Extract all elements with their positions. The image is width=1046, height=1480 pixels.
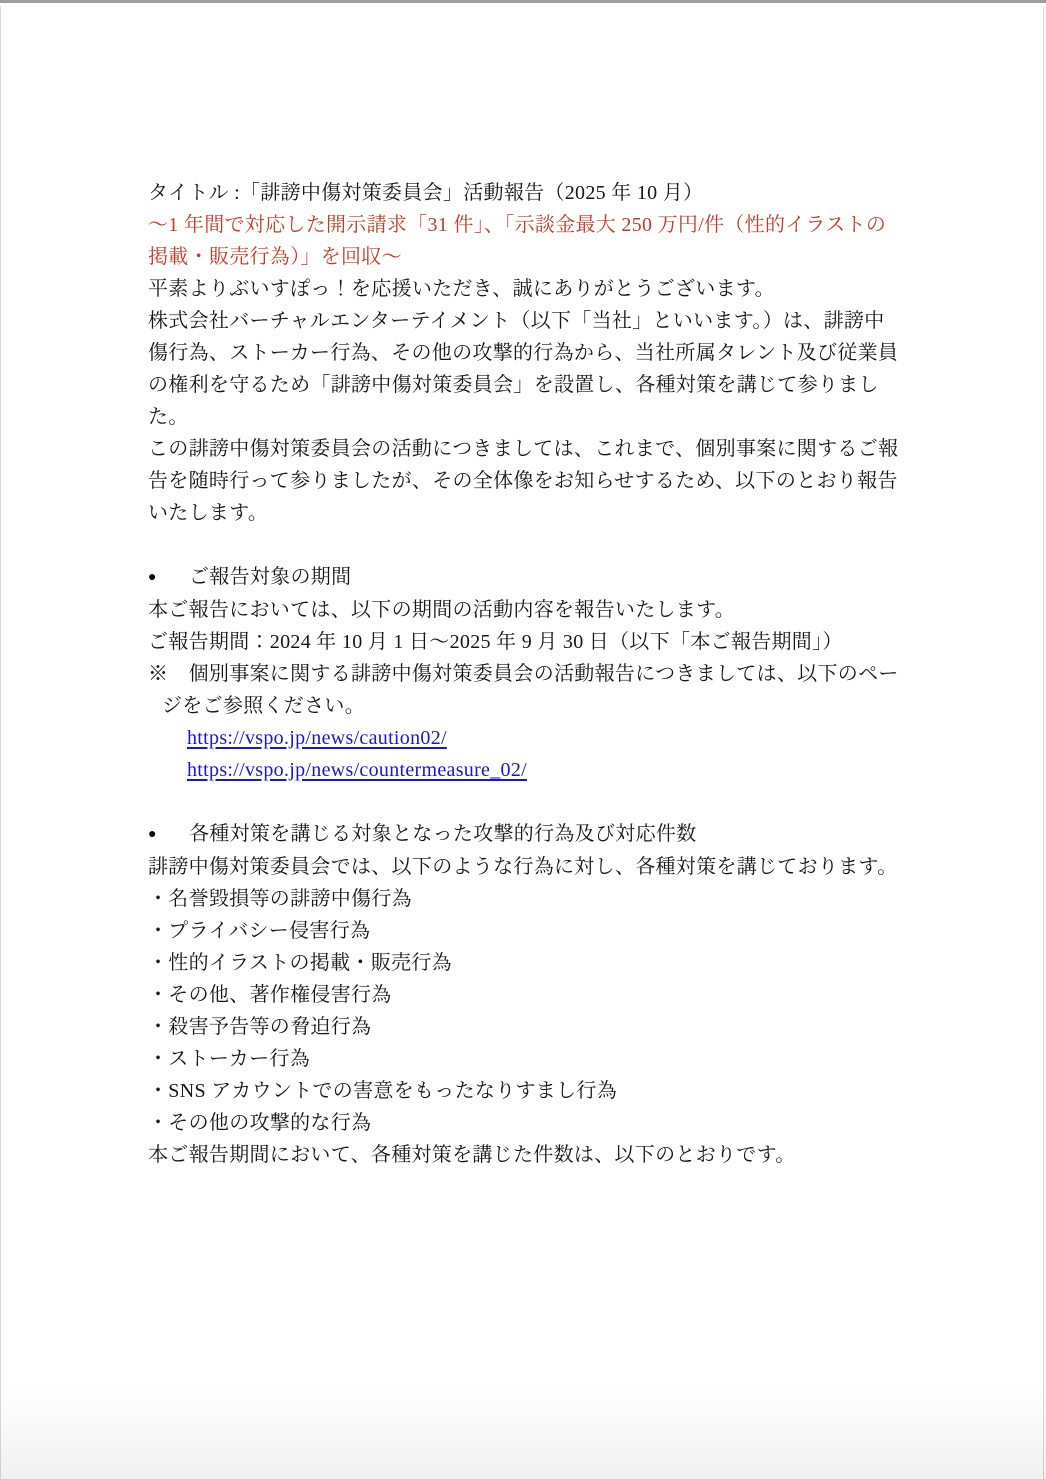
page-left-edge <box>0 6 1 1480</box>
act-list-item: ・その他の攻撃的な行為 <box>148 1112 372 1134</box>
greeting-paragraph: 平素よりぶいすぽっ！を応援いただき、誠にありがとうございます。 <box>148 278 775 300</box>
page-bottom-shadow <box>0 1384 1046 1479</box>
bullet-icon: ● <box>148 827 157 842</box>
document-subtitle: 〜1 年間で対応した開示請求「31 件」、「示談金最大 250 万円/件（性的イラストの掲載・販売行為）」を回収〜 <box>148 214 887 268</box>
closing-paragraph: 本ご報告期間において、各種対策を講じた件数は、以下のとおりです。 <box>148 1144 796 1166</box>
act-list-item: ・プライバシー侵害行為 <box>148 920 371 942</box>
act-list-item: ・名誉毀損等の誹謗中傷行為 <box>148 888 412 910</box>
act-list-item: ・その他、著作権侵害行為 <box>148 984 392 1006</box>
section1-paragraph: 本ご報告においては、以下の期間の活動内容を報告いたします。 <box>148 599 736 621</box>
document-title: タイトル :「誹謗中傷対策委員会」活動報告（2025 年 10 月） <box>148 182 704 204</box>
report-period-line: ご報告期間：2024 年 10 月 1 日〜2025 年 9 月 30 日（以下「本ご報告期間」） <box>148 631 843 653</box>
bullet-icon: ● <box>148 570 157 585</box>
link-countermeasure02[interactable]: https://vspo.jp/news/countermeasure_02/ <box>187 759 527 781</box>
act-list-item: ・ストーカー行為 <box>148 1048 310 1070</box>
document-content <box>148 177 902 1171</box>
link-caution02[interactable]: https://vspo.jp/news/caution02/ <box>187 727 447 749</box>
page-right-edge <box>1043 6 1044 1480</box>
section1-heading: ご報告対象の期間 <box>189 566 352 588</box>
activity-paragraph: この誹謗中傷対策委員会の活動につきましては、これまで、個別事案に関するご報告を随時行って参りましたが、その全体像をお知らせするため、以下のとおり報告いたします。 <box>148 438 899 524</box>
acts-intro-paragraph: 誹謗中傷対策委員会では、以下のような行為に対し、各種対策を講じております。 <box>148 856 898 878</box>
section1-heading-row <box>148 561 902 594</box>
reference-note: ※ 個別事案に関する誹謗中傷対策委員会の活動報告につきましては、以下のページをご参照ください。 <box>148 663 899 717</box>
act-list-item: ・殺害予告等の脅迫行為 <box>148 1016 372 1038</box>
act-list-item: ・性的イラストの掲載・販売行為 <box>148 952 452 974</box>
section2-heading: 各種対策を講じる対象となった攻撃的行為及び対応件数 <box>189 823 697 845</box>
committee-paragraph: 株式会社バーチャルエンターテイメント（以下「当社」といいます。）は、誹謗中傷行為、ストーカー行為、その他の攻撃的行為から、当社所属タレント及び従業員の権利を守るため「誹謗中傷対策委員会」を設置し、各種対策を講じて参りました。 <box>148 310 899 428</box>
reference-links <box>187 722 902 786</box>
section2-heading-row <box>148 818 902 851</box>
act-list <box>148 883 902 1139</box>
act-list-item: ・SNS アカウントでの害意をもったなりすまし行為 <box>148 1080 617 1102</box>
